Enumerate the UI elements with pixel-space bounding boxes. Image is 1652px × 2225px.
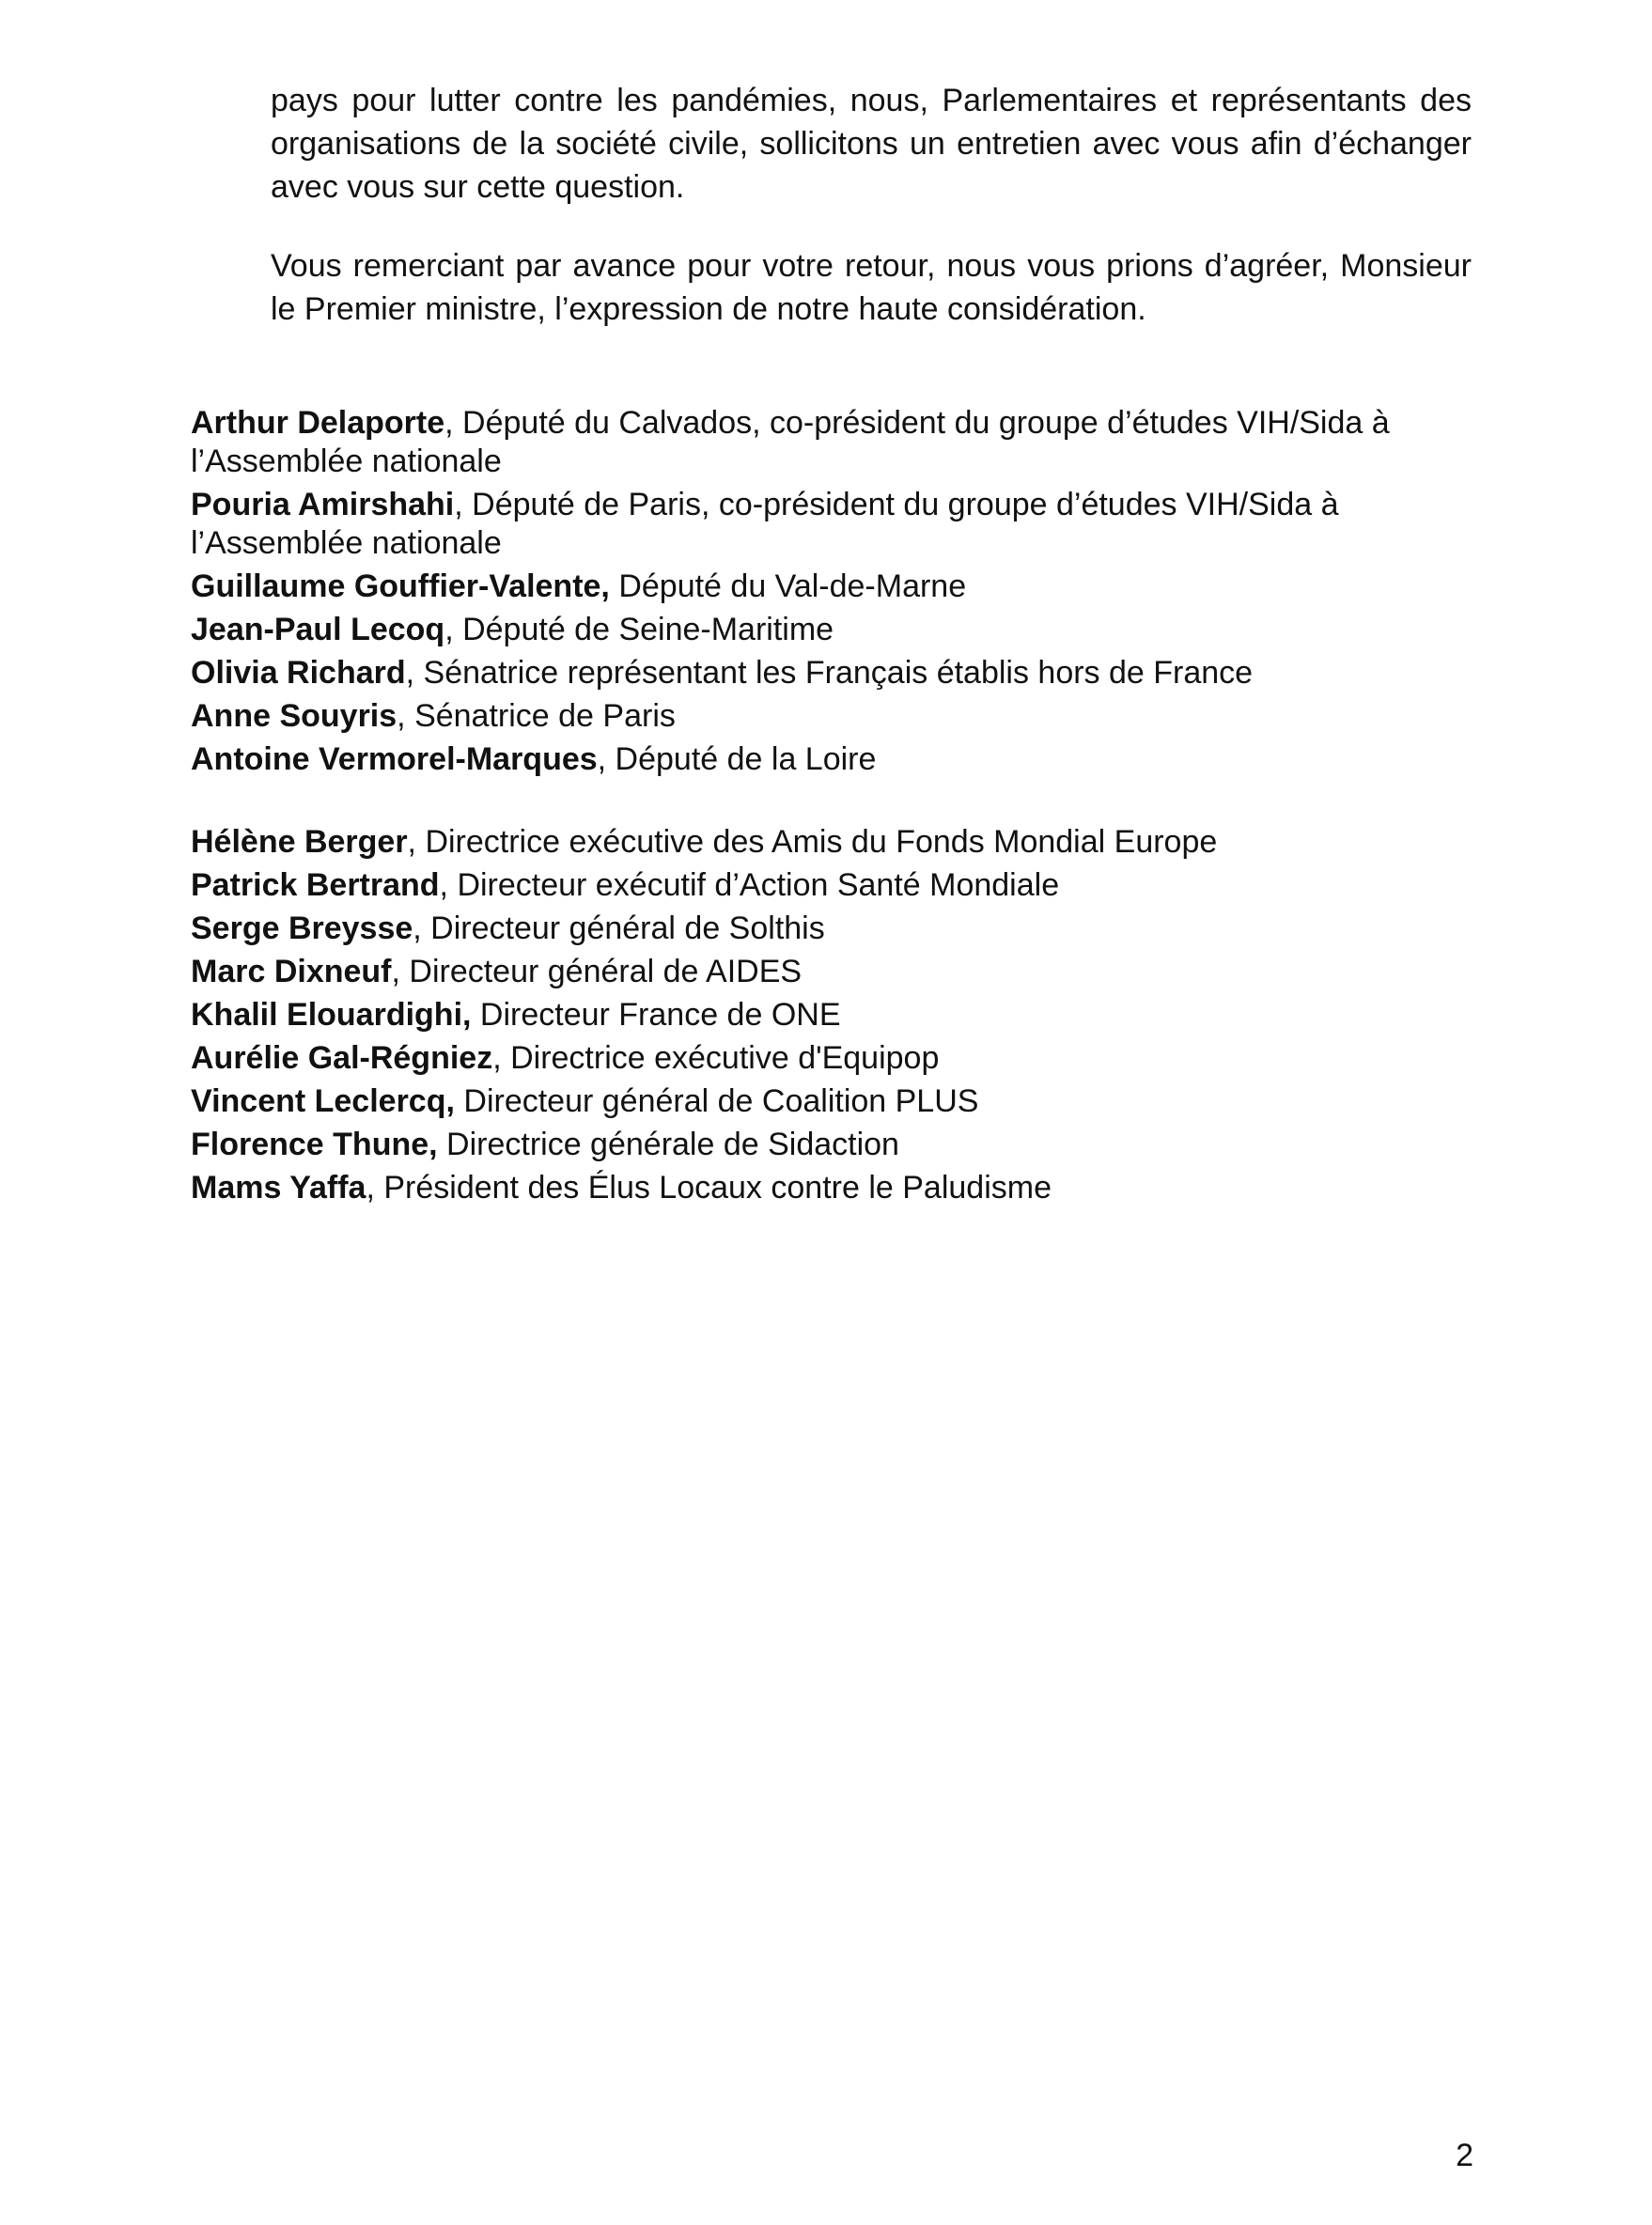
- signatory-title: , Directrice exécutive des Amis du Fonds Mondial Europe: [407, 824, 1218, 860]
- closing-paragraph-salutation: Vous remerciant par avance pour votre retour, nous vous prions d’agréer, Monsieur le Premier ministre, l’expression de notre haute considération.: [271, 248, 1472, 327]
- signatory: [191, 740, 1506, 779]
- signatory: [191, 486, 1506, 563]
- signatory: [191, 1039, 1506, 1078]
- signatory-name: Anne Souyris: [191, 698, 397, 734]
- signatory-name: Marc Dixneuf: [191, 954, 392, 989]
- signatory-name: Mams Yaffa: [191, 1170, 366, 1206]
- signatory-title: , Député de Seine-Maritime: [444, 612, 834, 647]
- signatory-title: Directeur général de Coalition PLUS: [454, 1083, 979, 1119]
- organization-signatories: [191, 823, 1506, 1212]
- signatory-name: Khalil Elouardighi,: [191, 997, 472, 1033]
- signatory-name: Serge Breysse: [191, 910, 413, 946]
- signatory-name: Pouria Amirshahi: [191, 487, 455, 522]
- signatory-name: Arthur Delaporte: [191, 405, 445, 441]
- signatory-title: Directeur France de ONE: [471, 997, 841, 1033]
- signatory: [191, 568, 1506, 606]
- signatory: [191, 1082, 1506, 1121]
- signatory-title: , Sénatrice représentant les Français établis hors de France: [405, 655, 1254, 691]
- signatory-title: , Directeur exécutif d’Action Santé Mondiale: [439, 867, 1060, 903]
- signatory: [191, 654, 1506, 692]
- signatory-title: , Député de la Loire: [597, 741, 877, 777]
- signatory: [191, 1126, 1506, 1164]
- signatory: [191, 866, 1506, 905]
- signatory-name: Olivia Richard: [191, 655, 406, 691]
- signatory-name: Antoine Vermorel-Marques: [191, 741, 598, 777]
- signatory: [191, 823, 1506, 862]
- signatory-title: Directrice générale de Sidaction: [437, 1127, 899, 1162]
- signatory-name: Jean-Paul Lecoq: [191, 612, 445, 647]
- signatory-title: , Sénatrice de Paris: [397, 698, 676, 734]
- signatory-name: Vincent Leclercq,: [191, 1083, 455, 1119]
- signatory-name: Patrick Bertrand: [191, 867, 440, 903]
- signatory-name: Hélène Berger: [191, 824, 408, 860]
- signatory-title: , Directeur général de Solthis: [413, 910, 825, 946]
- page-number: 2: [1456, 2138, 1473, 2173]
- signatory-title: , Président des Élus Locaux contre le Paludisme: [366, 1170, 1052, 1206]
- signatory-title: , Directeur général de AIDES: [391, 954, 803, 989]
- closing-paragraph-request: pays pour lutter contre les pandémies, nous, Parlementaires et représentants des organisations de la société civile, sollicitons un entretien avec vous afin d’échanger avec vous sur cette question.: [271, 83, 1472, 205]
- signatory: [191, 404, 1506, 481]
- signatory-title: Député du Val-de-Marne: [609, 568, 967, 604]
- signatory: [191, 996, 1506, 1035]
- signatory-name: Guillaume Gouffier-Valente,: [191, 568, 610, 604]
- signatory-title: , Député de Paris, co-président du groupe d’études VIH/Sida à l’Assemblée nationale: [191, 487, 1339, 561]
- signatory-name: Florence Thune,: [191, 1127, 438, 1162]
- signatory: [191, 611, 1506, 649]
- signatory: [191, 1169, 1506, 1207]
- signatory-name: Aurélie Gal-Régniez: [191, 1040, 493, 1076]
- signatory: [191, 697, 1506, 736]
- signatory: [191, 910, 1506, 948]
- signatory-title: , Député du Calvados, co-président du groupe d’études VIH/Sida à l’Assemblée nationale: [191, 405, 1390, 479]
- signatory: [191, 953, 1506, 991]
- parliamentarian-signatories: [191, 404, 1506, 784]
- signatory-title: , Directrice exécutive d'Equipop: [492, 1040, 940, 1076]
